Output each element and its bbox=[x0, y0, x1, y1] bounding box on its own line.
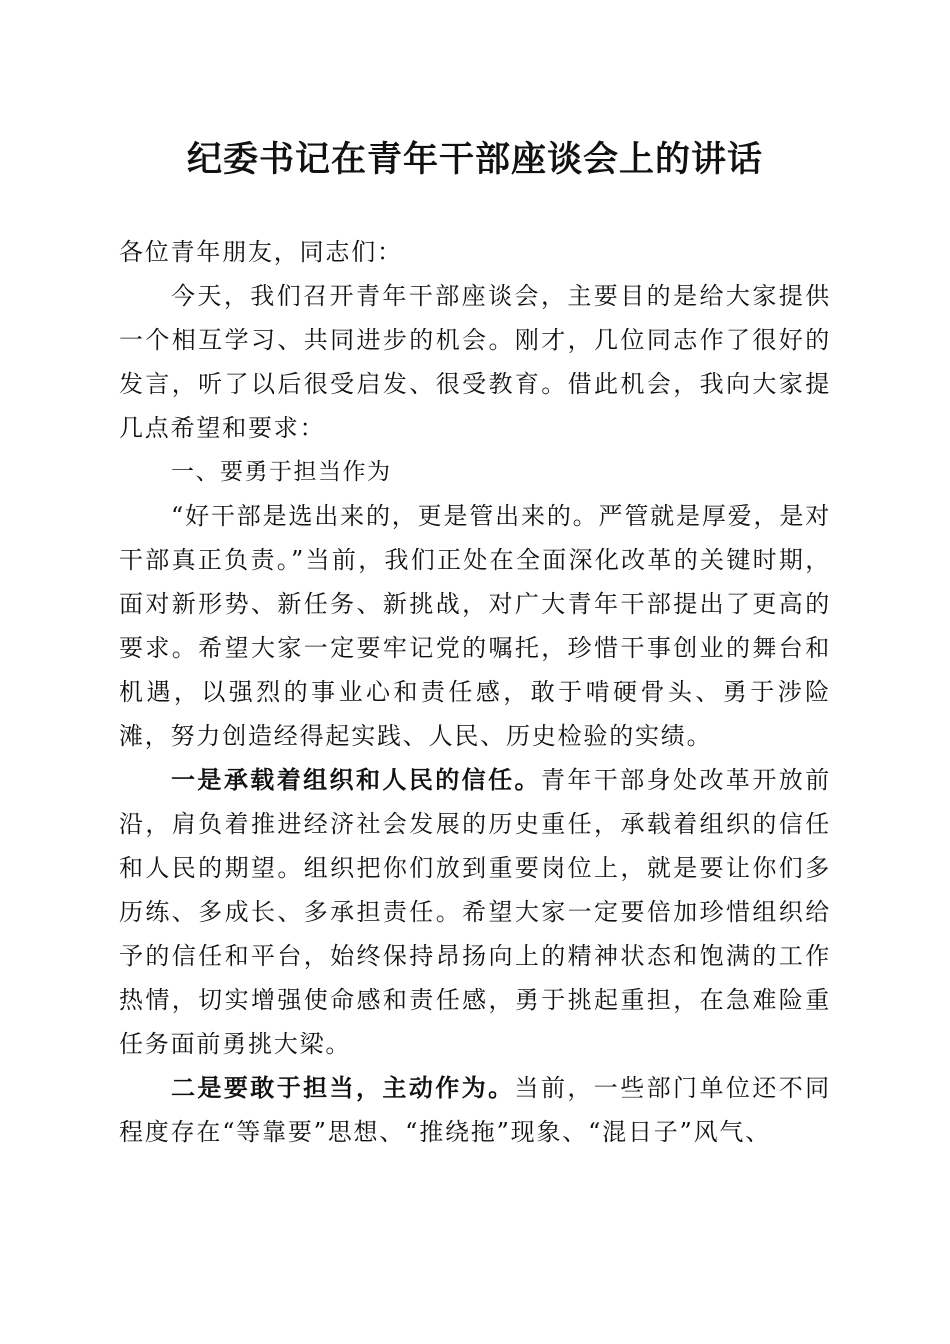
point-1-lead: 一是承载着组织和人民的信任。 bbox=[171, 765, 541, 794]
document-title: 纪委书记在青年干部座谈会上的讲话 bbox=[186, 139, 763, 180]
point-1-text: 青年干部身处改革开放前沿，肩负着推进经济社会发展的历史重任，承载着组织的信任和人民的期望。组织把你们放到重要岗位上，就是要让你们多历练、多成长、多承担责任。希望大家一定要倍加珍惜组织给予的信任和平台，始终保持昂扬向上的精神状态和饱满的工作热情，切实增强使命感和责任感，勇于挑起重担，在急难险重任务面前勇挑大梁。 bbox=[119, 766, 831, 1058]
point-1-paragraph bbox=[119, 758, 831, 1066]
section-heading-1: 一、要勇于担当作为 bbox=[171, 459, 392, 485]
point-2-lead: 二是要敢于担当，主动作为。 bbox=[171, 1073, 515, 1102]
intro-paragraph: 今天，我们召开青年干部座谈会，主要目的是给大家提供一个相互学习、共同进步的机会。刚才，几位同志作了很好的发言，听了以后很受启发、很受教育。借此机会，我向大家提几点希望和要求： bbox=[119, 282, 831, 442]
section-1-paragraph: “好干部是选出来的，更是管出来的。严管就是厚爱，是对干部真正负责。”当前，我们正处在全面深化改革的关键时期，面对新形势、新任务、新挑战，对广大青年干部提出了更高的要求。希望大家一定要牢记党的嘱托，珍惜干事创业的舞台和机遇，以强烈的事业心和责任感，敢于啃硬骨头、勇于涉险滩，努力创造经得起实践、人民、历史检验的实绩。 bbox=[119, 502, 831, 750]
point-2-paragraph bbox=[119, 1066, 831, 1154]
point-2-text: 当前，一些部门单位还不同程度存在“等靠要”思想、“推绕拖”现象、“混日子”风气、 bbox=[119, 1074, 831, 1146]
salutation: 各位青年朋友，同志们： bbox=[119, 238, 403, 266]
document-body bbox=[119, 230, 831, 1154]
